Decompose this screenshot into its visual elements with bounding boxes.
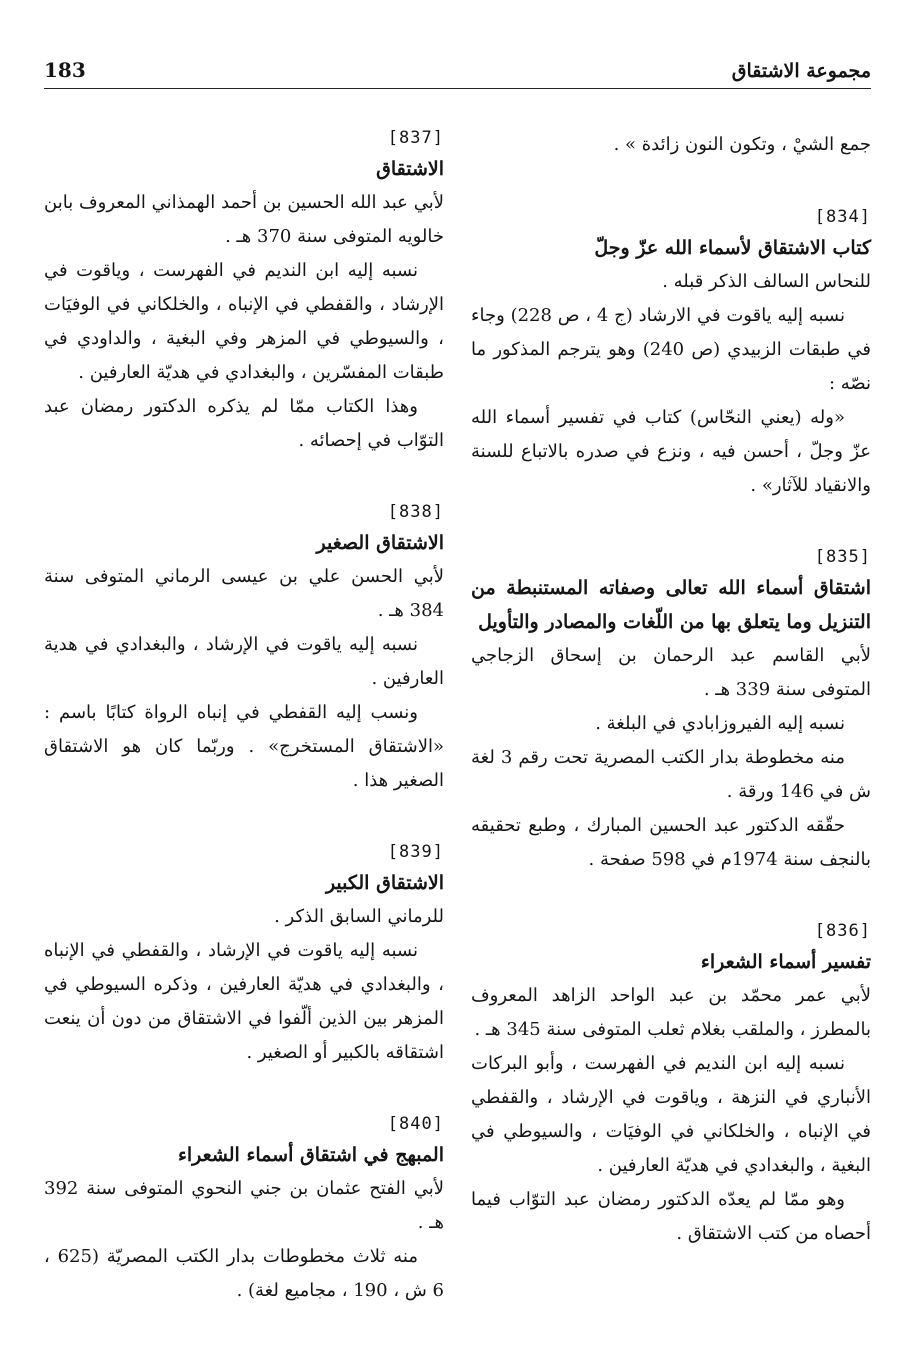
entry-number: [839]	[387, 842, 444, 862]
entry-836	[471, 921, 871, 1251]
entry-paragraph: منه ثلاث مخطوطات بدار الكتب المصريّة (625 ، 6 ش ، 190 ، مجاميع لغة) .	[44, 1246, 444, 1301]
entry-paragraph: نسبه إليه الفيروزابادي في البلغة .	[595, 713, 845, 734]
entry-838	[44, 502, 444, 798]
entry-paragraph: نسبه إليه ياقوت في الإرشاد ، والبغدادي في هدية العارفين .	[44, 634, 444, 689]
entry-paragraph: لأبي عبد الله الحسين بن أحمد الهمذاني المعروف بابن خالويه المتوفى سنة 370 هـ .	[44, 192, 444, 247]
entry-paragraph: نسبه إليه ابن النديم في الفهرست ، وياقوت في الإرشاد ، والقفطي في الإنباه ، والخلكاني في الوفيَات ، والسيوطي في المزهر وفي البغية ، والداودي في طبقات المفسّرين ، والبغدادي في هديّة العارفين .	[44, 260, 444, 383]
entry-840	[44, 1114, 444, 1308]
left-column	[44, 128, 444, 1352]
entry-paragraph: وهذا الكتاب ممّا لم يذكره الدكتور رمضان عبد التوّاب في إحصائه .	[44, 396, 444, 451]
entry-number: [840]	[387, 1114, 444, 1134]
entry-paragraph: وهو ممّا لم يعدّه الدكتور رمضان عبد التوّاب فيما أحصاه من كتب الاشتقاق .	[471, 1189, 871, 1244]
running-head	[44, 56, 871, 89]
right-column	[471, 128, 871, 1295]
entry-837	[44, 128, 444, 458]
entry-paragraph: «وله (يعني النحّاس) كتاب في تفسير أسماء الله عزّ وجلّ ، أحسن فيه ، ونزع في صدره بالاتباع للسنة والانقياد للآثار» .	[471, 407, 871, 496]
entry-title: الاشتقاق الكبير	[325, 872, 444, 894]
continuation-paragraph: جمع الشيْ ، وتكون النون زائدة » .	[613, 134, 871, 155]
entry-paragraph: لأبي الفتح عثمان بن جني النحوي المتوفى سنة 392 هـ .	[44, 1178, 444, 1233]
entry-title: الاشتقاق	[376, 158, 444, 180]
entry-paragraph: نسبه إليه ياقوت في الارشاد (ج 4 ، ص 228) وجاء في طبقات الزبيدي (ص 240) وهو يترجم المذكور ما نصّه :	[471, 305, 871, 394]
entry-title: اشتقاق أسماء الله تعالى وصفاته المستنبطة من التنزيل وما يتعلق بها من اللّغات والمصادر والتأويل	[471, 577, 871, 633]
entry-paragraph: لأبي الحسن علي بن عيسى الرماني المتوفى سنة 384 هـ .	[44, 566, 444, 621]
entry-paragraph: لأبي عمر محمّد بن عبد الواحد الزاهد المعروف بالمطرز ، والملقب بغلام ثعلب المتوفى سنة 345 هـ .	[471, 985, 871, 1040]
entry-paragraph: لأبي القاسم عبد الرحمان بن إسحاق الزجاجي المتوفى سنة 339 هـ .	[471, 645, 871, 700]
entry-paragraph: منه مخطوطة بدار الكتب المصرية تحت رقم 3 لغة ش في 146 ورقة .	[471, 747, 871, 802]
entry-paragraph: نسبه إليه ابن النديم في الفهرست ، وأبو البركات الأنباري في النزهة ، وياقوت في الإرشاد ، والقفطي في الإنباه ، والخلكاني في الوفيَات ، والسيوطي في البغية ، والبغدادي في هديّة العارفين .	[471, 1053, 871, 1176]
entry-number: [835]	[814, 547, 871, 567]
entry-title: كتاب الاشتقاق لأسماء الله عزّ وجلّ	[594, 237, 871, 259]
entry-number: [837]	[387, 128, 444, 148]
entry-paragraph: نسبه إليه ياقوت في الإرشاد ، والقفطي في الإنباه ، والبغدادي في هديّة العارفين ، وذكره السيوطي في المزهر بين الذين ألّفوا في الاشتقاق من دون أن ينعت اشتقاقه بالكبير أو الصغير .	[44, 940, 444, 1063]
entry-number: [838]	[387, 502, 444, 522]
entry-paragraph: للنحاس السالف الذكر قبله .	[662, 271, 871, 292]
entry-title: الاشتقاق الصغير	[316, 532, 444, 554]
entry-paragraph: للرماني السابق الذكر .	[274, 906, 444, 927]
entry-834	[471, 207, 871, 503]
entry-number: [836]	[814, 921, 871, 941]
entry-839	[44, 842, 444, 1070]
series-title: مجموعة الاشتقاق	[731, 60, 871, 82]
entry-paragraph: حقّقه الدكتور عبد الحسين المبارك ، وطبع تحقيقه بالنجف سنة 1974م في 598 صفحة .	[471, 815, 871, 870]
entry-title: تفسير أسماء الشعراء	[700, 951, 871, 973]
entry-number: [834]	[814, 207, 871, 227]
entry-835	[471, 547, 871, 877]
entry-paragraph: ونسب إليه القفطي في إنباه الرواة كتابًا باسم : «الاشتقاق المستخرج» . وربّما كان هو الاشتقاق الصغير هذا .	[44, 702, 444, 791]
entry-title: المبهج في اشتقاق أسماء الشعراء	[177, 1144, 444, 1166]
page-number: 183	[44, 58, 86, 82]
